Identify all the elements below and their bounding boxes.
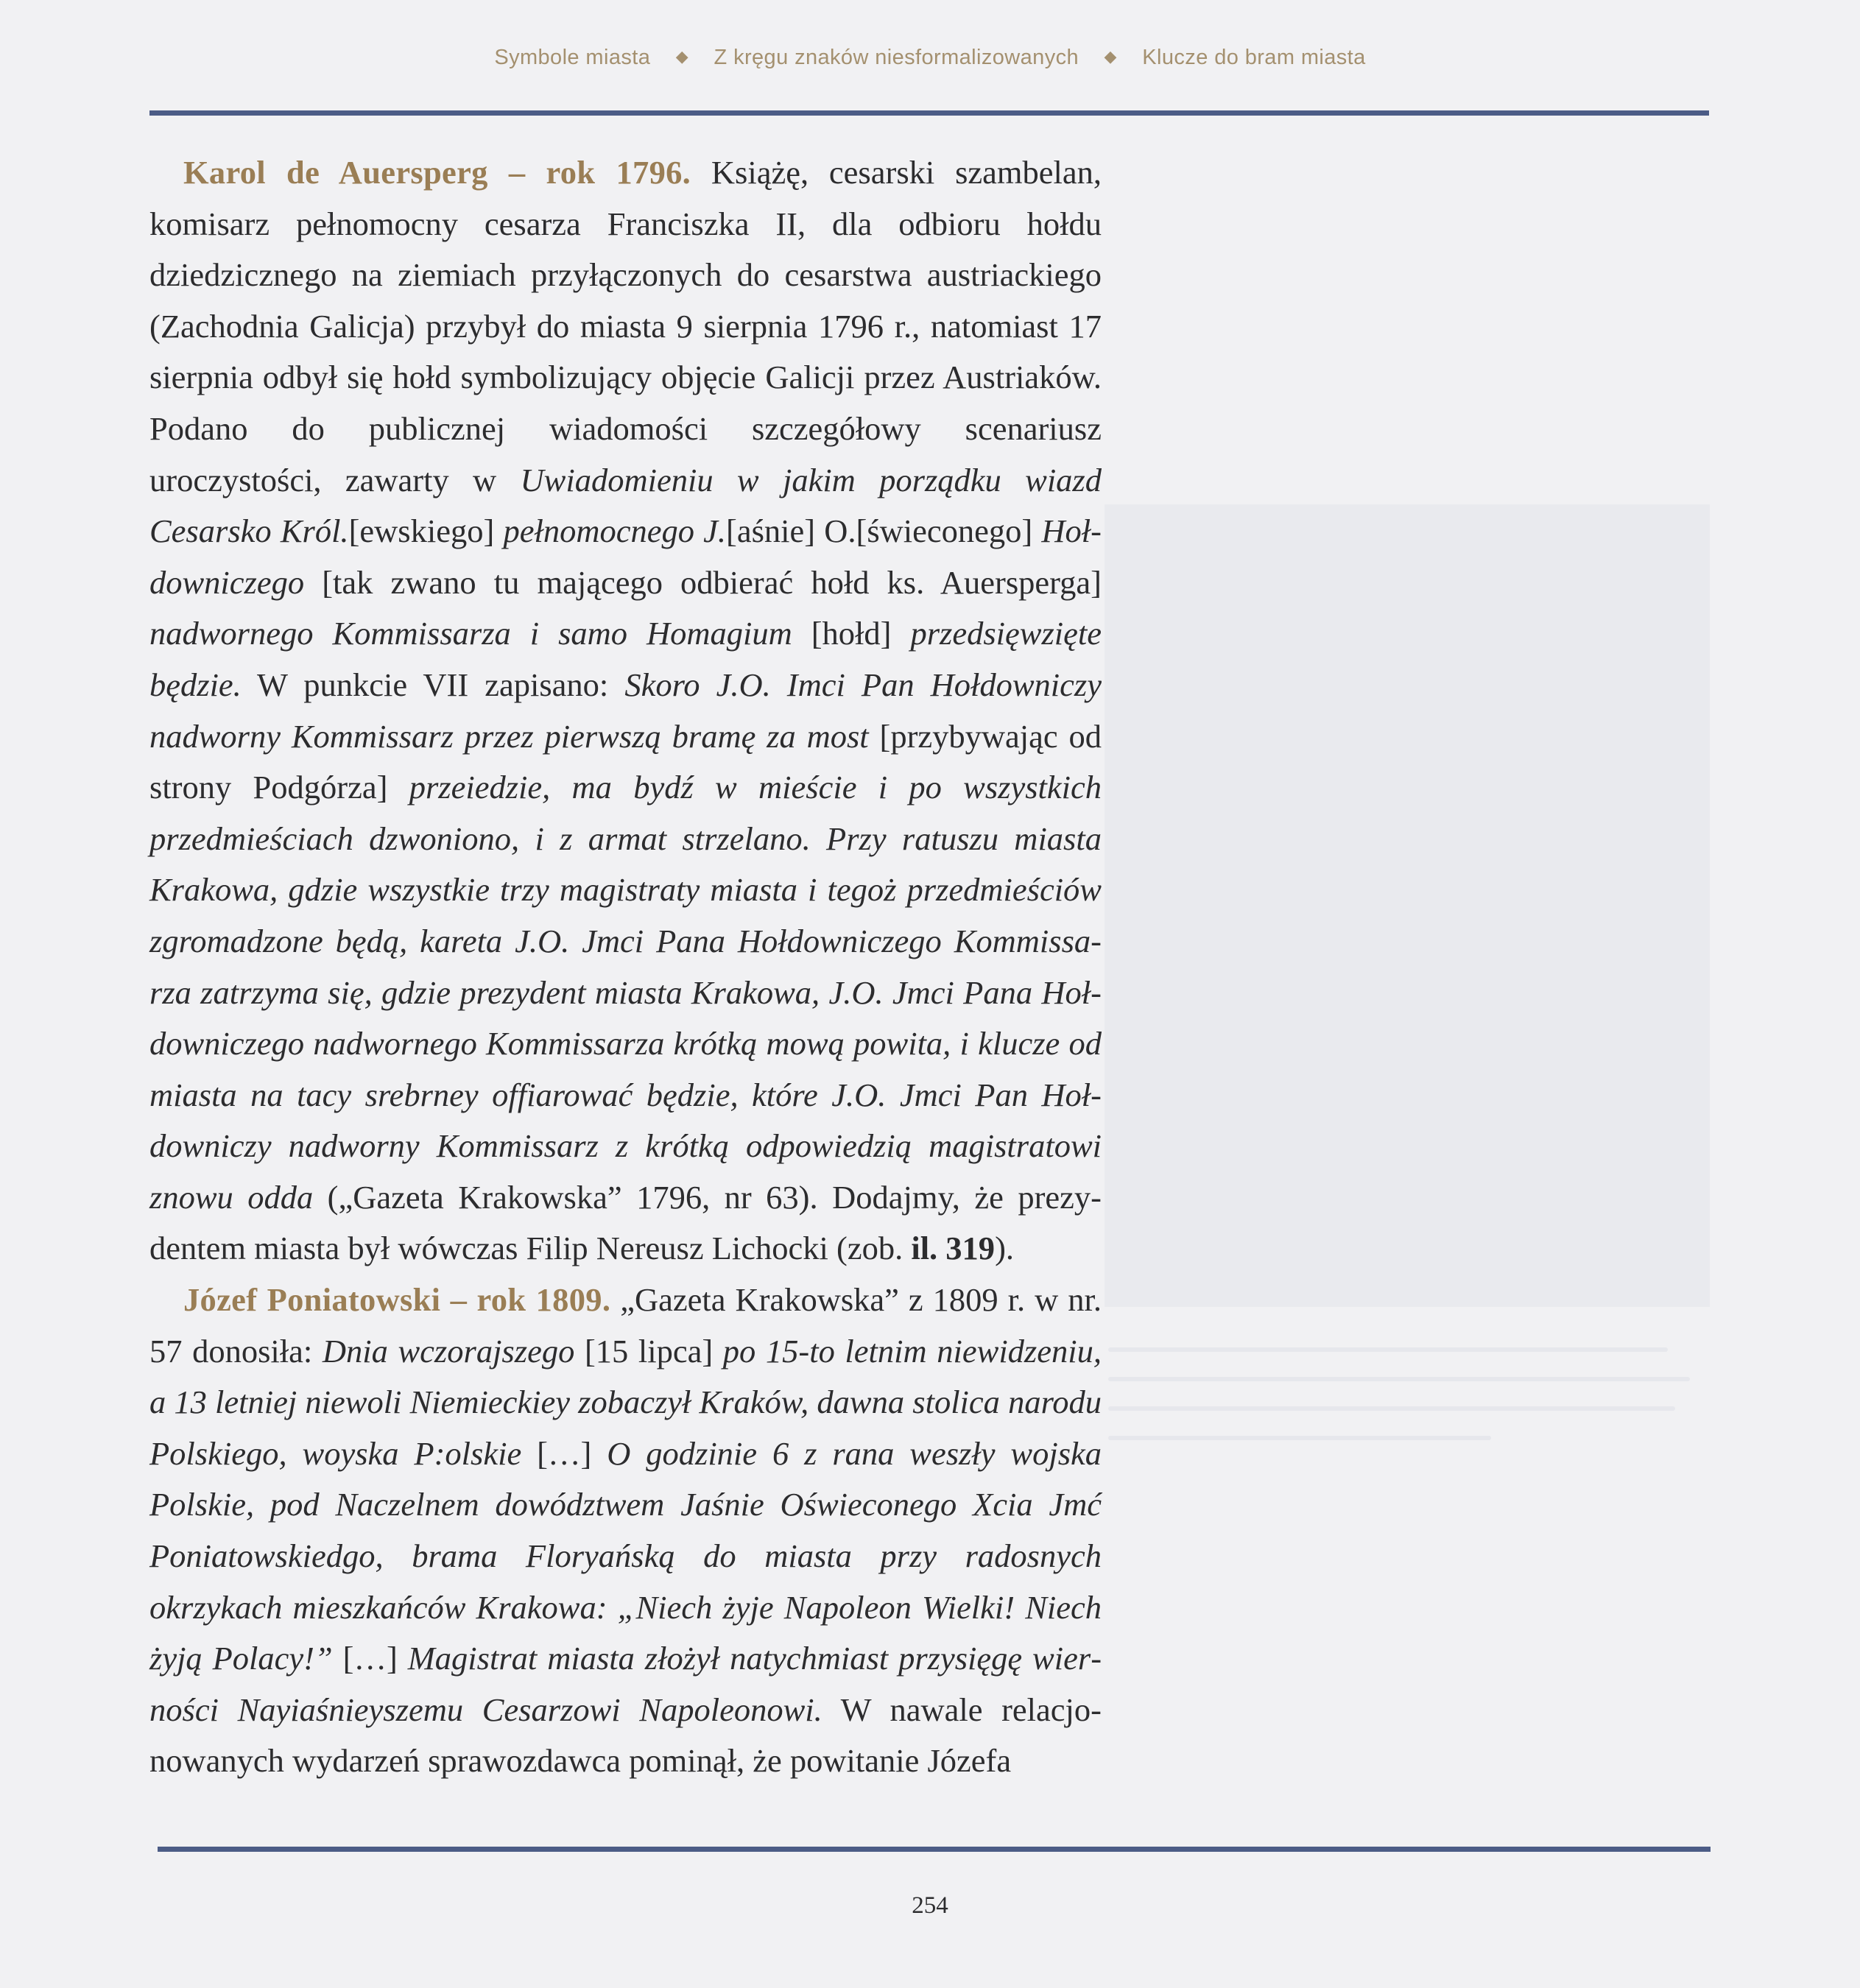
text-run: […] — [521, 1434, 607, 1472]
running-head-part: Symbole miasta — [494, 46, 651, 69]
bottom-rule — [158, 1847, 1711, 1852]
paragraph-lead: Józef Poniatowski – rok 1809. — [183, 1281, 611, 1319]
diamond-separator-icon: ◆ — [675, 47, 689, 66]
quote-run: po 15-to letnim niewidzeniu, a 13 letniej niewoli Niemieckiey zobaczył Kraków, dawna stolica narodu Polskiego, woyska P:olskie — [149, 1332, 1102, 1472]
show-through-panel — [1105, 504, 1710, 1307]
page-number: 254 — [912, 1892, 948, 1919]
text-run: […] — [332, 1640, 408, 1677]
quote-run: Hołdowniczego — [149, 512, 1102, 601]
quote-run: Dnia wczorajszego — [322, 1332, 575, 1370]
running-head-part: Z kręgu znaków niesformalizowanych — [714, 46, 1079, 69]
text-run: Książę, cesarski szambelan, komisarz pełnomocny cesarza Franciszka II, dla odbioru hołdu dziedzicznego na ziemiach przyłączonych do cesarstwa austriackiego (Zachodnia Galicja) przybył do miasta 9 sierpnia 1796 r., natomiast 17 sierpnia odbył się hołd symbolizujący objęcie Galicji przez Austriaków. Podano do publicznej wiadomości szczegółowy scenariusz uroczystości, zawarty w — [149, 154, 1102, 498]
body-text — [149, 147, 1102, 1787]
text-run: („Gazeta Krakowska” 1796, nr 63). Dodajmy, że prezydentem miasta był wówczas Filip Nereusz Lichocki (zob. — [149, 1178, 1102, 1267]
paragraph-lead: Karol de Auersperg – rok 1796. — [183, 154, 691, 191]
text-run: W nawale relacjonowanych wydarzeń sprawozdawca pominął, że powitanie Józefa — [149, 1691, 1102, 1780]
paragraph-poniatowski — [149, 1275, 1102, 1787]
top-rule — [149, 110, 1709, 116]
text-run: [aśnie] O.[świeconego] — [726, 512, 1042, 550]
diamond-separator-icon: ◆ — [1104, 47, 1117, 66]
quote-run: pełnomocnego J. — [503, 512, 727, 550]
quote-run: O godzinie 6 z rana weszły wojska Polskie, pod Naczelnem dowództwem Jaśnie Oświeconego Xcia Jmć Poniatowskiedgo, brama Floryańską do miasta przy radosnych okrzykach mieszkańców Krakowa: „Niech żyje Napoleon Wielki! Niech żyją Polacy!” — [149, 1434, 1102, 1677]
text-run: [hołd] — [792, 615, 911, 652]
text-run: [tak zwano tu mającego odbierać hołd ks. Auersperga] — [304, 563, 1102, 601]
text-run: [przybywając od strony Podgórza] — [149, 717, 1102, 806]
illustration-reference: il. 319 — [911, 1230, 996, 1267]
text-run: W punkcie VII zapisano: — [241, 666, 625, 703]
quote-run: Uwiadomieniu w jakim porządku wiazd Cesarsko Król. — [149, 461, 1102, 550]
quote-run: przeiedzie, ma bydź w mieście i po wszystkich przedmieściach dzwoniono, i z armat strzelano. Przy ratuszu miasta Krakowa, gdzie wszystkie trzy magistraty miasta i tegoż przedmieściów zgromadzone będą, kareta J.O. Jmci Pana Hołdowniczego Kommissarza zatrzyma się, gdzie prezydent miasta Krakowa, J.O. Jmci Pana Hołdowniczego nadwornego Kommissarza krótką mową powita, i klucze od miasta na tacy srebrney offiarować będzie, które J.O. Jmci Pan Hołdowniczy nadworny Kommissarz z krótką odpowiedzią magistratowi znowu odda — [149, 769, 1102, 1216]
text-run: ). — [995, 1230, 1015, 1267]
text-run: „Gazeta Krakowska” z 1809 r. w nr. 57 donosiła: — [149, 1281, 1102, 1370]
text-run: [15 lipca] — [574, 1332, 723, 1370]
text-run: [ewskiego] — [348, 512, 504, 550]
paragraph-auersperg — [149, 147, 1102, 1275]
quote-run: Skoro J.O. Imci Pan Hołdowniczy nadworny Kommissarz przez pierwszą bramę za most — [149, 666, 1102, 755]
running-head-part: Klucze do bram miasta — [1142, 46, 1366, 69]
quote-run: Magistrat miasta złożył natychmiast przysięgę wierności Nayiaśnieyszemu Cesarzowi Napoleonowi. — [149, 1640, 1102, 1728]
show-through-caption — [1108, 1347, 1697, 1465]
quote-run: przedsięwzięte będzie. — [149, 615, 1102, 703]
quote-run: nadwornego Kommissarza i samo Homagium — [149, 615, 792, 652]
running-head — [0, 46, 1860, 70]
